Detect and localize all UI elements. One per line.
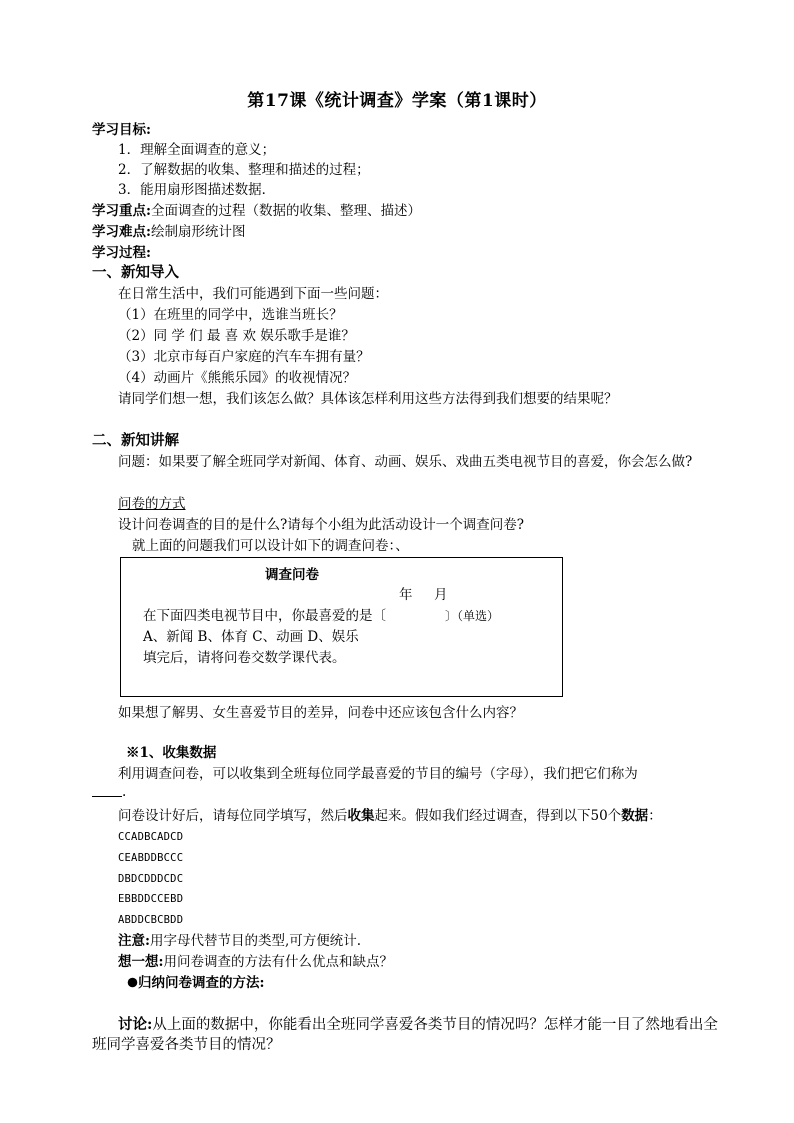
key-point-text: 全面调查的过程（数据的收集、整理、描述） bbox=[150, 203, 421, 219]
key-point-label: 学习重点: bbox=[92, 203, 151, 219]
note-label: 注意: bbox=[118, 933, 150, 949]
collect-text1-end: . bbox=[122, 784, 127, 800]
process-heading: 学习过程: bbox=[92, 245, 151, 261]
collect-text2 bbox=[118, 806, 662, 826]
collect-text1: 利用调查问卷，可以收集到全班每位同学最喜爱的节目的编号（字母），我们把它们称为 bbox=[118, 766, 638, 782]
objective-item: 3．能用扇形图描述数据． bbox=[118, 182, 276, 198]
questionnaire-date: 年 月 bbox=[399, 587, 448, 603]
think-label: 想一想: bbox=[118, 954, 164, 970]
note-line bbox=[118, 931, 361, 951]
collect-text2-b: 收集 bbox=[347, 808, 375, 824]
discuss-label: 讨论: bbox=[118, 1016, 153, 1033]
question-item: （3）北京市每百户家庭的汽车车拥有量？ bbox=[118, 349, 370, 365]
think-text: 用问卷调查的方法有什么优点和缺点？ bbox=[163, 954, 393, 970]
objectives-heading: 学习目标: bbox=[92, 122, 151, 138]
think-line bbox=[118, 952, 393, 972]
data-row: CCADBCADCD bbox=[118, 831, 184, 843]
summary-text: 归纳问卷调查的方法: bbox=[138, 975, 265, 991]
objective-item: 1．理解全面调查的意义； bbox=[118, 142, 276, 158]
section1-prompt: 请同学们想一想，我们该怎么做？具体该怎样利用这些方法得到我们想要的结果呢？ bbox=[118, 391, 618, 407]
questionnaire-title: 调查问卷 bbox=[265, 567, 319, 583]
questionnaire-question: 在下面四类电视节目中，你最喜爱的是〔 bbox=[143, 608, 386, 624]
questionnaire-question-end: 〕（单选） bbox=[445, 609, 500, 623]
method-title: 问卷的方式 bbox=[118, 496, 186, 512]
section1-intro: 在日常生活中，我们可能遇到下面一些问题： bbox=[118, 286, 388, 302]
gender-question: 如果想了解男、女生喜爱节目的差异，问卷中还应该包含什么内容？ bbox=[118, 705, 523, 721]
question-item: （4）动画片《熊熊乐园》的收视情况？ bbox=[118, 370, 357, 386]
note-text: 用字母代替节目的类型,可方便统计. bbox=[149, 933, 362, 949]
section2-problem: 问题：如果要了解全班同学对新闻、体育、动画、娱乐、戏曲五类电视节目的喜爱，你会怎么做? bbox=[118, 454, 693, 470]
data-row: CEABDDBCCC bbox=[118, 852, 184, 864]
discuss-text1: 从上面的数据中，你能看出全班同学喜爱各类节目的情况吗？怎样才能一目了然地看出全 bbox=[152, 1017, 718, 1033]
data-row: ABDDCBCBDD bbox=[118, 914, 184, 926]
objective-item: 2．了解数据的收集、整理和描述的过程； bbox=[118, 162, 370, 178]
design-intro: 就上面的问题我们可以设计如下的调查问卷：、 bbox=[132, 538, 409, 554]
collect-heading: ※1、收集数据 bbox=[126, 745, 217, 761]
difficulty-text: 绘制扇形统计图 bbox=[150, 224, 246, 240]
difficulty-line bbox=[92, 222, 245, 242]
bullet-icon bbox=[127, 975, 138, 991]
section2-heading: 二、新知讲解 bbox=[92, 432, 179, 449]
collect-text2-d: 数据 bbox=[621, 808, 649, 824]
discuss-line bbox=[118, 1015, 718, 1035]
data-row: DBDCDDDCDC bbox=[118, 873, 184, 885]
collect-text2-e: ： bbox=[648, 808, 662, 824]
collect-text2-a: 问卷设计好后，请每位同学填写，然后 bbox=[118, 808, 348, 824]
question-item: （1）在班里的同学中，选谁当班长？ bbox=[118, 307, 343, 323]
design-question: 设计问卷调查的目的是什么?请每个小组为此活动设计一个调查问卷? bbox=[118, 517, 524, 533]
section1-heading: 一、新知导入 bbox=[92, 264, 179, 281]
questionnaire-options: A、新闻 B、体育 C、动画 D、娱乐 bbox=[143, 629, 359, 645]
difficulty-label: 学习难点: bbox=[92, 224, 151, 240]
collect-text2-c: 起来。假如我们经过调查，得到以下50个 bbox=[374, 808, 622, 824]
questionnaire-footer: 填完后，请将问卷交数学课代表。 bbox=[143, 650, 346, 666]
page-title: 第17课《统计调查》学案（第1课时） bbox=[247, 91, 547, 111]
key-point-line bbox=[92, 201, 421, 221]
question-item: （2）同 学 们 最 喜 欢 娱乐歌手是谁？ bbox=[118, 328, 355, 344]
data-row: EBBDDCCEBD bbox=[118, 893, 184, 905]
fill-in-blank bbox=[92, 796, 122, 797]
discuss-text2: 班同学喜爱各类节目的情况？ bbox=[92, 1037, 281, 1053]
summary-line bbox=[127, 973, 264, 993]
